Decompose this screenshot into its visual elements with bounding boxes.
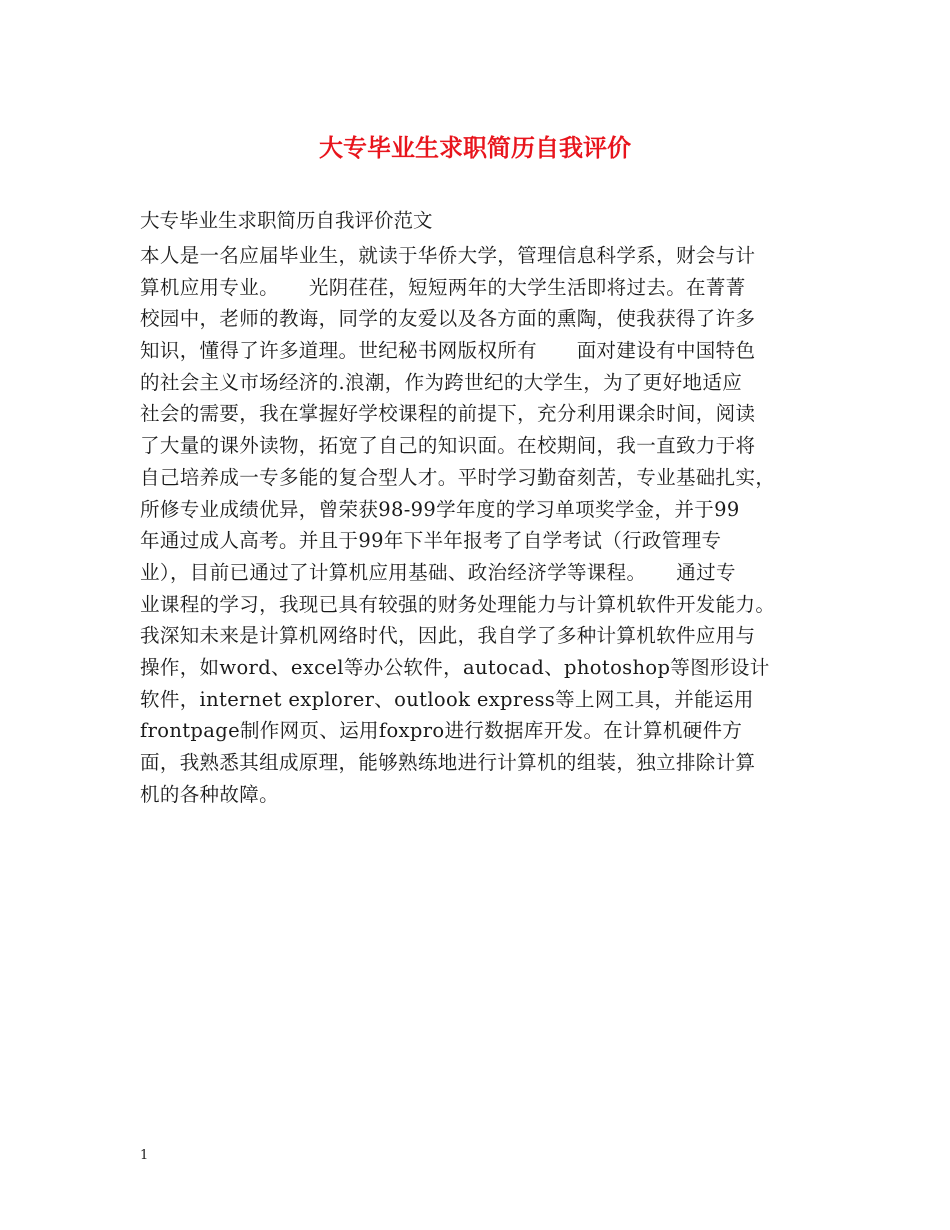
body-line: 算机应用专业。 光阴荏荏，短短两年的大学生活即将过去。在菁菁 — [140, 275, 746, 299]
body-line: 软件，internet explorer、outlook express等上网工具，并能运用 — [140, 687, 754, 711]
document-body — [140, 240, 830, 810]
body-line: 自己培养成一专多能的复合型人才。平时学习勤奋刻苦，专业基础扎实， — [140, 465, 776, 489]
body-line: 我深知未来是计算机网络时代，因此，我自学了多种计算机软件应用与 — [140, 624, 756, 648]
body-line: 校园中，老师的教诲，同学的友爱以及各方面的熏陶，使我获得了许多 — [140, 307, 756, 331]
body-line: 了大量的课外读物，拓宽了自己的知识面。在校期间，我一直致力于将 — [140, 434, 756, 458]
body-line: 机的各种故障。 — [140, 782, 279, 806]
body-line: 本人是一名应届毕业生，就读于华侨大学，管理信息科学系，财会与计 — [140, 244, 756, 267]
body-line: 面，我熟悉其组成原理，能够熟练地进行计算机的组装，独立排除计算 — [140, 751, 756, 774]
body-line: 年通过成人高考。并且于99年下半年报考了自学考试（行政管理专 — [140, 529, 722, 553]
page-number: 1 — [140, 1148, 149, 1163]
body-line: 操作，如word、excel等办公软件，autocad、photoshop等图形设计 — [140, 655, 770, 679]
body-line: 业），目前已通过了计算机应用基础、政治经济学等课程。 通过专 — [140, 560, 736, 584]
body-line: 的社会主义市场经济的.浪潮，作为跨世纪的大学生，为了更好地适应 — [140, 370, 743, 394]
document-subtitle: 大专毕业生求职简历自我评价范文 — [140, 209, 433, 232]
body-line: 社会的需要，我在掌握好学校课程的前提下，充分利用课余时间，阅读 — [140, 402, 756, 426]
body-line: 所修专业成绩优异，曾荣获98-99学年度的学习单项奖学金，并于99 — [140, 497, 740, 521]
body-line: 知识，懂得了许多道理。世纪秘书网版权所有 面对建设有中国特色 — [140, 339, 756, 363]
body-line: 业课程的学习，我现已具有较强的财务处理能力与计算机软件开发能力。 — [140, 592, 776, 616]
document-title: 大专毕业生求职简历自我评价 — [319, 133, 631, 162]
body-line: frontpage制作网页、运用foxpro进行数据库开发。在计算机硬件方 — [140, 719, 743, 743]
